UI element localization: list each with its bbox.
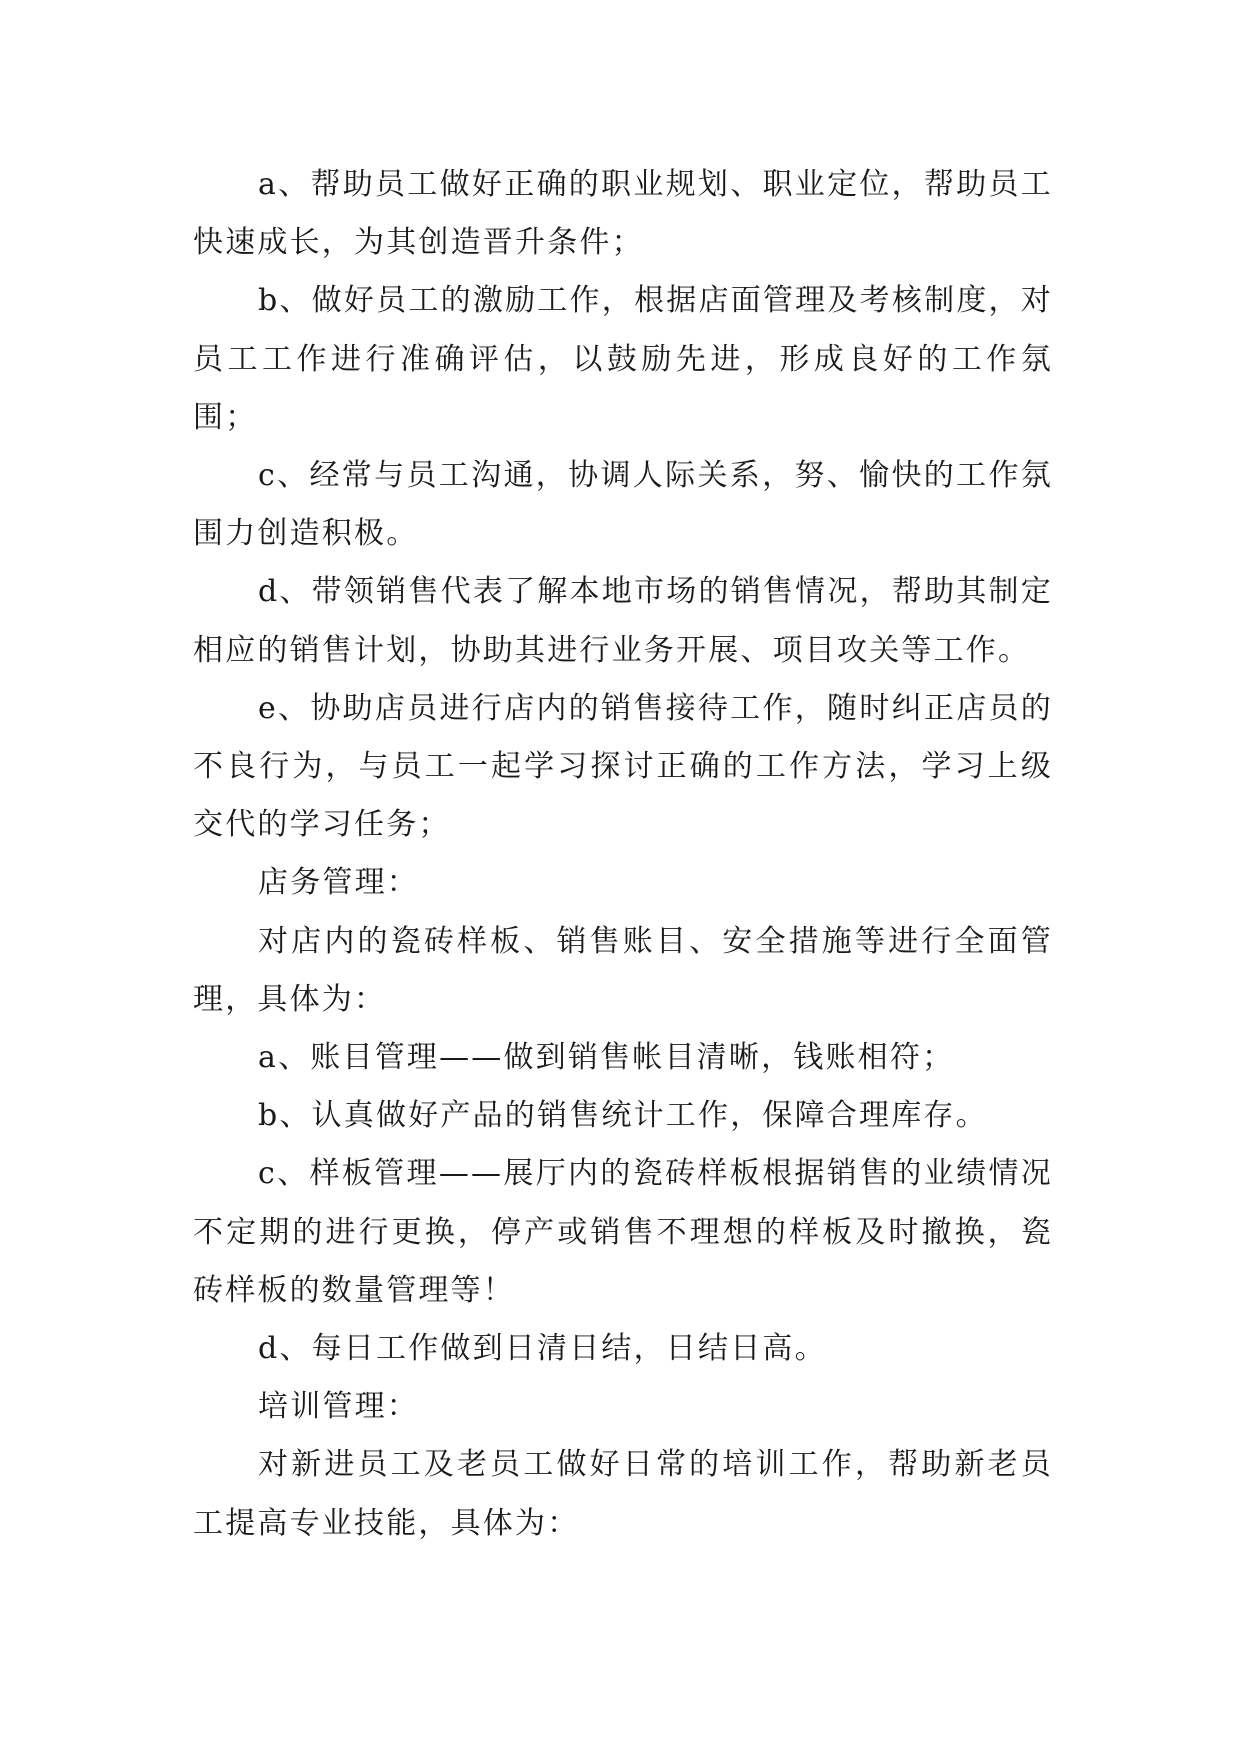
paragraph-staff-communication: c、经常与员工沟通，协调人际关系，努、愉快的工作氛围力创造积极。 — [193, 458, 1053, 552]
section-heading-store-management: 店务管理： — [258, 865, 419, 901]
paragraph-training-intro: 对新进员工及老员工做好日常的培训工作，帮助新老员工提高专业技能，具体为： — [193, 1447, 1053, 1541]
paragraph-sales-statistics: b、认真做好产品的销售统计工作，保障合理库存。 — [258, 1098, 988, 1134]
paragraph-staff-career-planning: a、帮助员工做好正确的职业规划、职业定位，帮助员工快速成长，为其创造晋升条件； — [193, 167, 1053, 261]
paragraph-staff-motivation: b、做好员工的激励工作，根据店面管理及考核制度，对员工工作进行准确评估，以鼓励先进，形成良好的工作氛围； — [193, 283, 1053, 435]
paragraph-sales-rep-guidance: d、带领销售代表了解本地市场的销售情况，帮助其制定相应的销售计划，协助其进行业务开展、项目攻关等工作。 — [193, 574, 1053, 668]
paragraph-sample-management: c、样板管理——展厅内的瓷砖样板根据销售的业绩情况不定期的进行更换，停产或销售不理想的样板及时撤换，瓷砖样板的数量管理等！ — [193, 1156, 1053, 1308]
paragraph-store-reception: e、协助店员进行店内的销售接待工作，随时纠正店员的不良行为，与员工一起学习探讨正确的工作方法，学习上级交代的学习任务； — [193, 690, 1053, 843]
paragraph-accounts-management: a、账目管理——做到销售帐目清晰，钱账相符； — [258, 1040, 955, 1076]
document-body — [193, 156, 1053, 1553]
section-heading-training-management: 培训管理： — [258, 1389, 419, 1425]
paragraph-store-management-intro: 对店内的瓷砖样板、销售账目、安全措施等进行全面管理，具体为： — [193, 923, 1053, 1017]
paragraph-daily-work: d、每日工作做到日清日结，日结日高。 — [258, 1331, 827, 1367]
